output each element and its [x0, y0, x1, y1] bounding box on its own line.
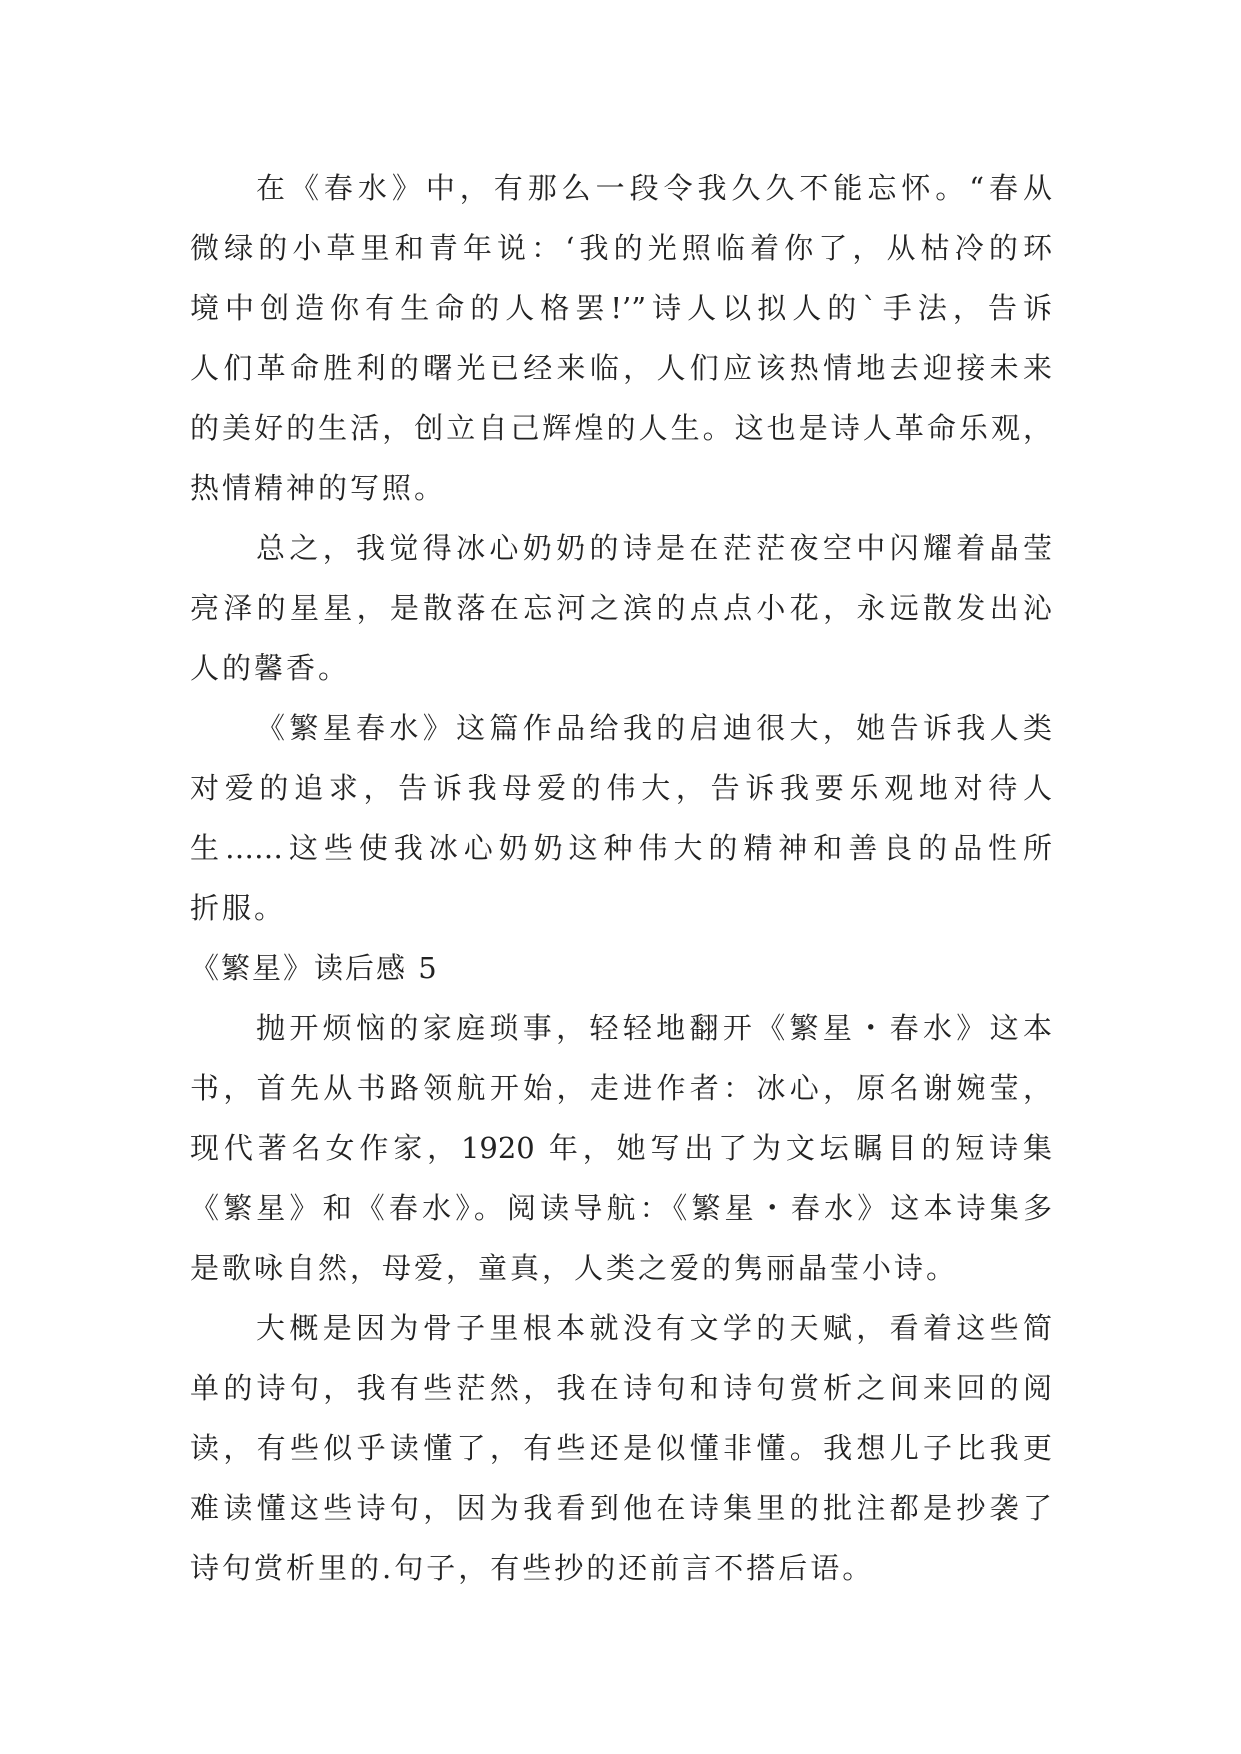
text-line: 《繁星春水》这篇作品给我的启迪很大，她告诉我人类 — [256, 711, 1052, 745]
document-body — [190, 158, 1052, 1598]
text-line: 《繁星》和《春水》。阅读导航：《繁星・春水》这本诗集多 — [190, 1191, 1052, 1225]
text-line: 的美好的生活，创立自己辉煌的人生。这也是诗人革命乐观， — [190, 411, 1052, 445]
text-line: 生……这些使我冰心奶奶这种伟大的精神和善良的品性所 — [190, 831, 1052, 865]
section-heading: 《繁星》读后感 5 — [190, 951, 439, 985]
text-line: 总之，我觉得冰心奶奶的诗是在茫茫夜空中闪耀着晶莹 — [256, 531, 1052, 565]
text-line: 书，首先从书路领航开始，走进作者：冰心，原名谢婉莹， — [190, 1071, 1052, 1105]
text-line: 境中创造你有生命的人格罢!’”诗人以拟人的`手法，告诉 — [190, 291, 1052, 325]
text-line: 现代著名女作家，1920 年，她写出了为文坛瞩目的短诗集 — [190, 1131, 1052, 1165]
text-line: 人们革命胜利的曙光已经来临，人们应该热情地去迎接未来 — [190, 351, 1052, 385]
text-line: 大概是因为骨子里根本就没有文学的天赋，看着这些简 — [256, 1311, 1052, 1345]
text-line: 读，有些似乎读懂了，有些还是似懂非懂。我想儿子比我更 — [190, 1431, 1052, 1465]
paragraph-chunshui-quote — [190, 158, 1052, 518]
text-line: 人的馨香。 — [190, 651, 351, 685]
text-line: 是歌咏自然，母爱，童真，人类之爱的隽丽晶莹小诗。 — [190, 1251, 959, 1285]
text-line: 难读懂这些诗句，因为我看到他在诗集里的批注都是抄袭了 — [190, 1491, 1052, 1525]
paragraph-inspiration — [190, 698, 1052, 938]
text-line: 抛开烦恼的家庭琐事，轻轻地翻开《繁星・春水》这本 — [256, 1011, 1052, 1045]
paragraph-reflection — [190, 1298, 1052, 1598]
text-line: 单的诗句，我有些茫然，我在诗句和诗句赏析之间来回的阅 — [190, 1371, 1052, 1405]
text-line: 亮泽的星星，是散落在忘河之滨的点点小花，永远散发出沁 — [190, 591, 1052, 625]
paragraph-conclusion — [190, 518, 1052, 698]
text-line: 在《春水》中，有那么一段令我久久不能忘怀。“春从 — [256, 171, 1052, 205]
paragraph-intro — [190, 998, 1052, 1298]
text-line: 诗句赏析里的.句子，有些抄的还前言不搭后语。 — [190, 1551, 875, 1585]
text-line: 对爱的追求，告诉我母爱的伟大，告诉我要乐观地对待人 — [190, 771, 1052, 805]
text-line: 折服。 — [190, 891, 287, 925]
text-line: 微绿的小草里和青年说：‘我的光照临着你了，从枯冷的环 — [190, 231, 1052, 265]
text-line: 热情精神的写照。 — [190, 471, 447, 505]
